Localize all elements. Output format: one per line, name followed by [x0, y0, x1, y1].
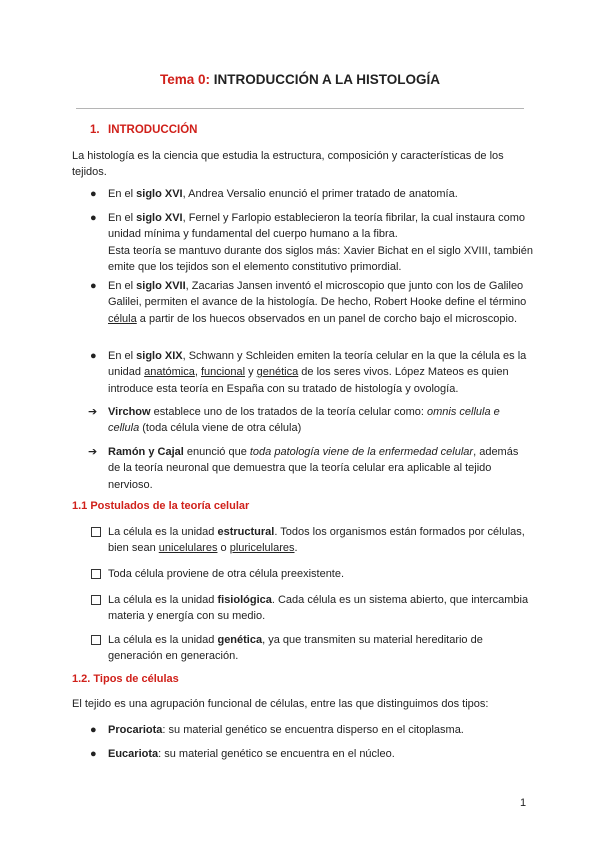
list-item [108, 592, 533, 625]
intro-paragraph: La histología es la ciencia que estudia la estructura, composición y características de los tejidos. [72, 150, 504, 179]
text: La célula es la unidad [108, 526, 218, 538]
bullet-icon: ● [90, 724, 97, 736]
bold-text: Eucariota [108, 748, 159, 760]
section-number: 1. [90, 124, 100, 136]
title-main: INTRODUCCIÓN A LA HISTOLOGÍA [210, 72, 441, 87]
bold-text: siglo XVI [136, 188, 183, 200]
text: Esta teoría se mantuvo durante dos siglos más: Xavier Bichat en el siglo XVIII, también emite que los tejidos son el elemento constitutivo primordial. [108, 244, 533, 273]
bold-text: siglo XVII [136, 280, 186, 292]
bold-text: siglo XVI [136, 212, 183, 224]
bold-text: estructural [217, 526, 275, 538]
text: , [194, 366, 201, 379]
text: (toda célula viene de otra célula) [139, 422, 302, 435]
bullet-icon: ● [90, 748, 97, 760]
page-title [0, 72, 600, 87]
text: de los seres vivos. López Mateos es quien introduce esta teoría en España con su tratado de histología y ovología. [108, 366, 509, 395]
text: o [217, 542, 230, 555]
bold-text: Virchow [108, 406, 151, 418]
arrow-icon: ➔ [88, 406, 98, 418]
checkbox[interactable] [91, 595, 101, 605]
list-item [108, 348, 533, 397]
underlined-text: funcional [200, 366, 246, 379]
list-item [108, 746, 533, 762]
underlined-text: genética [256, 366, 299, 379]
bold-text: Procariota [108, 724, 163, 736]
text: : su material genético se encuentra en el núcleo. [158, 748, 395, 760]
text: , Zacarias Jansen inventó el microscopio que junto con los de Galileo Galilei, permiten el avance de la histología. De hecho, Robert Hooke define el término [108, 280, 527, 309]
bullet-icon: ● [90, 350, 97, 362]
title-divider [76, 108, 524, 109]
text: y [245, 366, 257, 379]
list-item [108, 404, 533, 437]
text: establece uno de los tratados de la teoría celular como: [150, 406, 427, 418]
underlined-text: unicelulares [158, 542, 218, 555]
section-title: INTRODUCCIÓN [108, 124, 198, 136]
bold-text: Ramón y Cajal [108, 446, 184, 458]
list-item [108, 444, 533, 493]
text: enunció que [183, 446, 250, 458]
text: La célula es la unidad [108, 634, 218, 646]
page-number: 1 [520, 797, 527, 809]
section-heading-tipos: 1.2. Tipos de células [72, 673, 179, 685]
italic-text: omnis cellula e cellula [108, 406, 500, 435]
text: . Cada célula es un sistema abierto, que intercambia materia y energía con su medio. [108, 594, 529, 623]
checkbox[interactable] [91, 635, 101, 645]
text: , Andrea Versalio enunció el primer tratado de anatomía. [182, 188, 458, 200]
bullet-icon: ● [90, 188, 97, 200]
list-item [108, 210, 533, 275]
bold-text: fisiológica [217, 594, 272, 606]
text: a partir de los huecos observados en un panel de corcho bajo el microscopio. [136, 312, 518, 325]
bullet-icon: ● [90, 212, 97, 224]
title-prefix: Tema 0: [159, 72, 211, 87]
list-item [108, 632, 533, 665]
text: En el [108, 212, 137, 224]
tipos-intro: El tejido es una agrupación funcional de células, entre las que distinguimos dos tipos: [72, 698, 489, 710]
text: , Schwann y Schleiden emiten la teoría celular en la que la célula es la unidad [108, 350, 527, 379]
checkbox[interactable] [91, 527, 101, 537]
list-item [108, 524, 533, 557]
section-heading-postulados: 1.1 Postulados de la teoría celular [72, 500, 250, 512]
list-item [108, 566, 533, 582]
text: La célula es la unidad [108, 594, 218, 606]
text: En el [108, 280, 137, 292]
text: Toda célula proviene de otra célula preexistente. [108, 568, 345, 580]
text: . [294, 542, 298, 555]
list-item [108, 186, 533, 202]
list-item [108, 722, 533, 738]
text: , además de la teoría neuronal que demuestra que la teoría celular era aplicable al tejido nervioso. [108, 446, 519, 491]
checkbox[interactable] [91, 569, 101, 579]
list-item [108, 278, 533, 327]
bold-text: siglo XIX [136, 350, 183, 362]
underlined-text: anatómica [144, 366, 195, 379]
italic-text: toda patología viene de la enfermedad celular [249, 446, 474, 458]
bullet-icon: ● [90, 280, 97, 292]
underlined-text: pluricelulares [229, 542, 295, 555]
text: En el [108, 188, 137, 200]
underlined-text: célula [108, 312, 137, 325]
section-heading-introduccion [90, 124, 197, 136]
text: En el [108, 350, 137, 362]
text: : su material genético se encuentra disperso en el citoplasma. [162, 724, 464, 736]
arrow-icon: ➔ [88, 446, 98, 458]
text: . Todos los organismos están formados por células, bien sean [108, 526, 525, 555]
bold-text: genética [217, 634, 263, 646]
text: , Fernel y Farlopio establecieron la teoría fibrilar, la cual instaura como unidad mínima y fundamental del cuerpo humano a la fibra. [108, 212, 525, 241]
text: , ya que transmiten su material hereditario de generación en generación. [108, 634, 483, 663]
